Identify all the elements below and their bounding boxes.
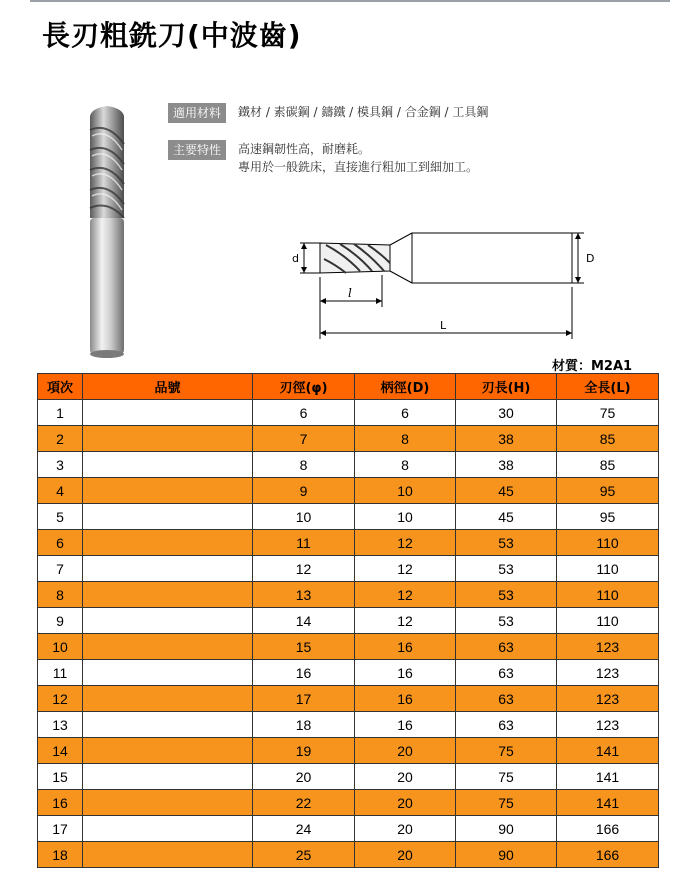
- material-row: [168, 103, 488, 123]
- table-cell: 85: [557, 452, 659, 478]
- table-cell: 10: [355, 478, 456, 504]
- table-cell: 20: [355, 764, 456, 790]
- header-cell: 柄徑(D): [355, 374, 456, 400]
- table-cell: 7: [253, 426, 355, 452]
- table-row: [38, 582, 659, 608]
- material-text: 鐵材 / 素碳鋼 / 鑄鐵 / 模具鋼 / 合金鋼 / 工具鋼: [238, 105, 489, 119]
- table-row: [38, 686, 659, 712]
- table-cell: 75: [557, 400, 659, 426]
- table-row: [38, 400, 659, 426]
- table-cell: 16: [355, 660, 456, 686]
- table-cell: 2: [38, 426, 83, 452]
- table-row: [38, 712, 659, 738]
- table-cell: 110: [557, 556, 659, 582]
- table-cell: [83, 842, 253, 868]
- table-cell: 63: [456, 712, 557, 738]
- table-row: [38, 660, 659, 686]
- table-cell: 10: [355, 504, 456, 530]
- d-label: d: [292, 252, 299, 265]
- spec-table: [37, 373, 659, 868]
- table-cell: 45: [456, 478, 557, 504]
- table-cell: 90: [456, 842, 557, 868]
- table-cell: 13: [253, 582, 355, 608]
- table-cell: 53: [456, 608, 557, 634]
- table-cell: 16: [355, 712, 456, 738]
- table-cell: 141: [557, 738, 659, 764]
- table-cell: 13: [38, 712, 83, 738]
- table-cell: 75: [456, 738, 557, 764]
- table-cell: 20: [355, 738, 456, 764]
- header-cell: 刃徑(φ): [253, 374, 355, 400]
- table-cell: 12: [355, 530, 456, 556]
- table-cell: 53: [456, 582, 557, 608]
- table-cell: [83, 582, 253, 608]
- table-cell: 20: [253, 764, 355, 790]
- table-cell: 24: [253, 816, 355, 842]
- table-cell: 30: [456, 400, 557, 426]
- table-cell: [83, 634, 253, 660]
- table-cell: 7: [38, 556, 83, 582]
- table-row: [38, 816, 659, 842]
- table-row: [38, 634, 659, 660]
- table-cell: 10: [38, 634, 83, 660]
- table-cell: 12: [38, 686, 83, 712]
- table-cell: 19: [253, 738, 355, 764]
- table-cell: [83, 608, 253, 634]
- table-cell: 45: [456, 504, 557, 530]
- header-cell: 全長(L): [557, 374, 659, 400]
- material-tag: 適用材料: [168, 103, 226, 123]
- table-cell: 1: [38, 400, 83, 426]
- table-cell: 63: [456, 660, 557, 686]
- feature-row: [168, 140, 478, 176]
- table-cell: 141: [557, 790, 659, 816]
- table-cell: 141: [557, 764, 659, 790]
- D-label: D: [586, 252, 595, 265]
- table-row: [38, 556, 659, 582]
- table-cell: 15: [253, 634, 355, 660]
- table-cell: 95: [557, 504, 659, 530]
- table-cell: [83, 816, 253, 842]
- table-cell: 12: [253, 556, 355, 582]
- header-cell: 項次: [38, 374, 83, 400]
- table-cell: 20: [355, 790, 456, 816]
- table-cell: 53: [456, 556, 557, 582]
- table-row: [38, 530, 659, 556]
- table-cell: 3: [38, 452, 83, 478]
- L-label: L: [440, 319, 447, 332]
- table-cell: 9: [253, 478, 355, 504]
- table-cell: 8: [355, 452, 456, 478]
- table-cell: 166: [557, 842, 659, 868]
- table-cell: 16: [355, 634, 456, 660]
- table-cell: 90: [456, 816, 557, 842]
- table-cell: [83, 478, 253, 504]
- table-cell: [83, 556, 253, 582]
- table-cell: 12: [355, 556, 456, 582]
- table-cell: 17: [38, 816, 83, 842]
- table-cell: 63: [456, 686, 557, 712]
- table-row: [38, 608, 659, 634]
- table-header-row: [38, 374, 659, 400]
- table-row: [38, 764, 659, 790]
- table-cell: 110: [557, 530, 659, 556]
- l-label: l: [348, 286, 352, 300]
- header-cell: 刃長(H): [456, 374, 557, 400]
- table-cell: [83, 426, 253, 452]
- table-cell: 53: [456, 530, 557, 556]
- table-cell: 14: [38, 738, 83, 764]
- table-cell: 5: [38, 504, 83, 530]
- table-cell: 123: [557, 634, 659, 660]
- table-cell: 20: [355, 842, 456, 868]
- table-cell: 16: [253, 660, 355, 686]
- table-cell: 123: [557, 686, 659, 712]
- table-cell: 38: [456, 452, 557, 478]
- table-cell: 14: [253, 608, 355, 634]
- table-cell: 11: [253, 530, 355, 556]
- table-cell: 95: [557, 478, 659, 504]
- table-cell: 63: [456, 634, 557, 660]
- table-cell: [83, 452, 253, 478]
- table-cell: [83, 530, 253, 556]
- table-cell: 8: [355, 426, 456, 452]
- table-row: [38, 842, 659, 868]
- table-cell: 18: [38, 842, 83, 868]
- table-row: [38, 738, 659, 764]
- feature-text: [238, 140, 478, 176]
- page-title: 長刃粗銑刀(中波齒): [42, 19, 302, 52]
- table-cell: 123: [557, 712, 659, 738]
- table-cell: 6: [355, 400, 456, 426]
- table-cell: 18: [253, 712, 355, 738]
- feature-tag: 主要特性: [168, 140, 226, 160]
- table-cell: [83, 738, 253, 764]
- table-row: [38, 426, 659, 452]
- top-divider: [30, 0, 670, 2]
- table-cell: 110: [557, 582, 659, 608]
- table-cell: 20: [355, 816, 456, 842]
- material-note: 材質：M2A1: [552, 359, 633, 374]
- table-cell: [83, 712, 253, 738]
- table-cell: [83, 660, 253, 686]
- table-cell: [83, 504, 253, 530]
- header-cell: 品號: [83, 374, 253, 400]
- table-cell: 11: [38, 660, 83, 686]
- end-mill-photo: [78, 100, 138, 362]
- feature-line-2: 專用於一般銑床，直接進行粗加工到細加工。: [238, 160, 479, 174]
- table-cell: 8: [38, 582, 83, 608]
- table-cell: 6: [253, 400, 355, 426]
- table-row: [38, 504, 659, 530]
- table-cell: 9: [38, 608, 83, 634]
- table-cell: 6: [38, 530, 83, 556]
- table-cell: 16: [355, 686, 456, 712]
- table-cell: 12: [355, 582, 456, 608]
- table-cell: [83, 686, 253, 712]
- table-cell: 15: [38, 764, 83, 790]
- table-cell: 25: [253, 842, 355, 868]
- table-cell: 8: [253, 452, 355, 478]
- feature-line-1: 高速鋼韌性高，耐磨耗。: [238, 142, 371, 156]
- table-row: [38, 478, 659, 504]
- table-cell: 110: [557, 608, 659, 634]
- table-cell: 22: [253, 790, 355, 816]
- table-cell: [83, 764, 253, 790]
- table-cell: 166: [557, 816, 659, 842]
- table-cell: [83, 790, 253, 816]
- table-cell: 75: [456, 764, 557, 790]
- table-cell: [83, 400, 253, 426]
- table-cell: 17: [253, 686, 355, 712]
- table-cell: 123: [557, 660, 659, 686]
- table-cell: 75: [456, 790, 557, 816]
- table-row: [38, 452, 659, 478]
- dimension-diagram: [290, 225, 610, 350]
- table-row: [38, 790, 659, 816]
- table-cell: 16: [38, 790, 83, 816]
- table-cell: 38: [456, 426, 557, 452]
- table-cell: 4: [38, 478, 83, 504]
- table-cell: 85: [557, 426, 659, 452]
- table-cell: 12: [355, 608, 456, 634]
- table-cell: 10: [253, 504, 355, 530]
